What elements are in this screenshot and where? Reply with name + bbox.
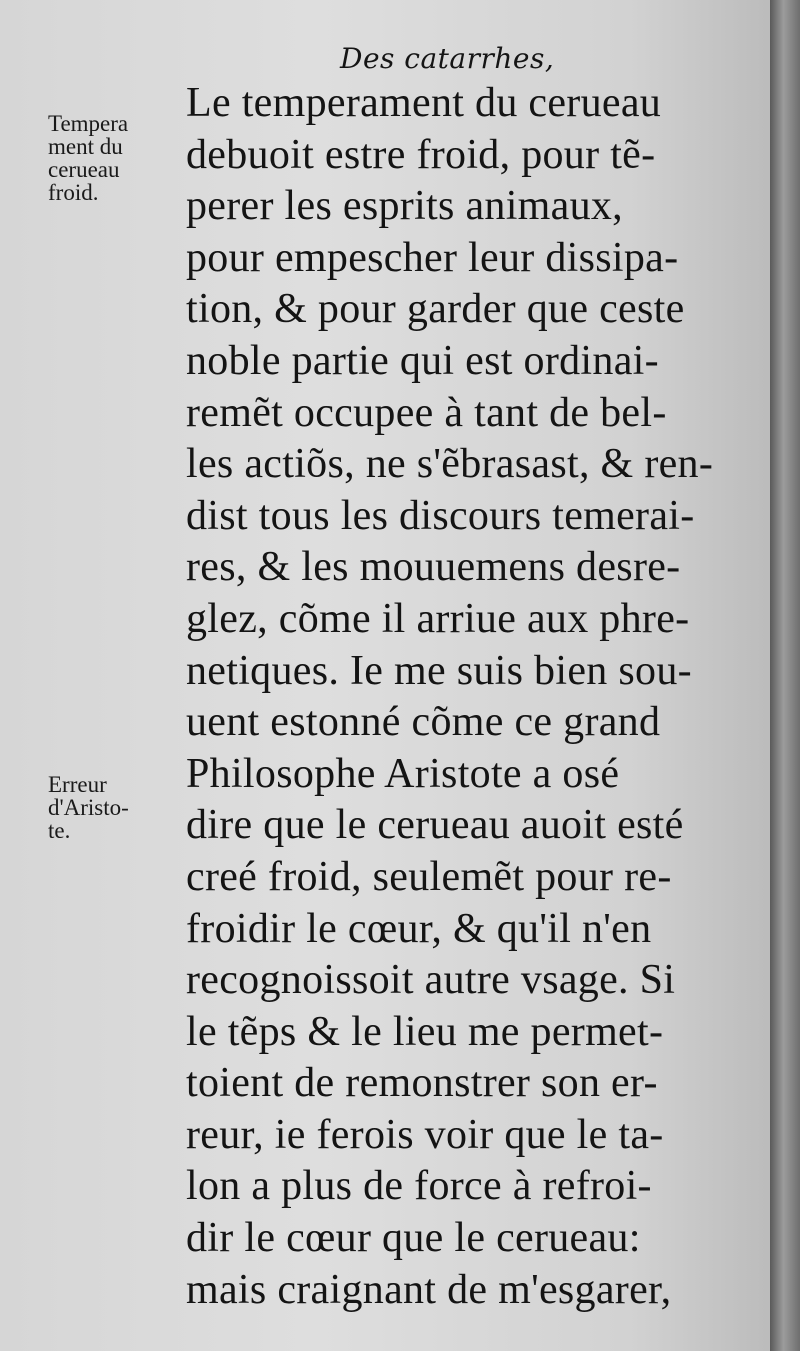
text-line: recognoissoit autre vsage. Si (186, 957, 676, 1004)
marginal-note-erreur (48, 773, 129, 842)
text-line: lon a plus de force à refroi- (186, 1163, 652, 1210)
text-line: tion, & pour garder que ceste (186, 286, 685, 333)
text-line: remẽt occupee à tant de bel- (186, 389, 667, 436)
text-line: Philosophe Aristote a osé (186, 750, 620, 797)
marginal-note-line: froid. (48, 180, 99, 205)
marginal-note-temperament (48, 112, 128, 204)
text-line: creé froid, seulemẽt pour re- (186, 853, 672, 900)
text-line: debuoit estre froid, pour tẽ- (186, 131, 656, 178)
text-line: perer les esprits animaux, (186, 183, 623, 230)
text-line: le tẽps & le lieu me permet- (186, 1008, 664, 1055)
marginal-note-line: d'Aristo- (48, 795, 129, 820)
text-line: dire que le cerueau auoit esté (186, 802, 684, 849)
text-line: les actiõs, ne s'ẽbrasast, & ren- (186, 441, 714, 488)
marginal-note-line: cerueau (48, 157, 120, 182)
text-line: toient de remonstrer son er- (186, 1060, 658, 1107)
text-line: reur, ie ferois voir que le ta- (186, 1111, 664, 1158)
text-line: res, & les mouuemens desre- (186, 544, 681, 591)
text-line: Le temperament du cerueau (186, 80, 662, 126)
text-line: noble partie qui est ordinai- (186, 337, 659, 384)
text-line: glez, cõme il arriue aux phre- (186, 595, 690, 642)
text-line: froidir le cœur, & qu'il n'en (186, 905, 652, 952)
body-text (186, 78, 746, 1316)
marginal-note-line: ment du (48, 134, 123, 159)
marginal-note-line: te. (48, 818, 71, 843)
page-edge (770, 0, 800, 1351)
text-line: uent estonné cõme ce grand (186, 699, 661, 746)
text-line: dist tous les discours temerai- (186, 492, 695, 539)
marginal-note-line: Tempera (48, 111, 129, 136)
marginal-note-line: Erreur (48, 772, 107, 797)
running-head: Des catarrhes, (340, 42, 555, 75)
text-line: pour empescher leur dissipa- (186, 234, 679, 281)
text-line: netiques. Ie me suis bien sou- (186, 647, 692, 694)
text-line: dir le cœur que le cerueau: (186, 1215, 641, 1262)
text-line: mais craignant de m'esgarer, (186, 1266, 672, 1313)
